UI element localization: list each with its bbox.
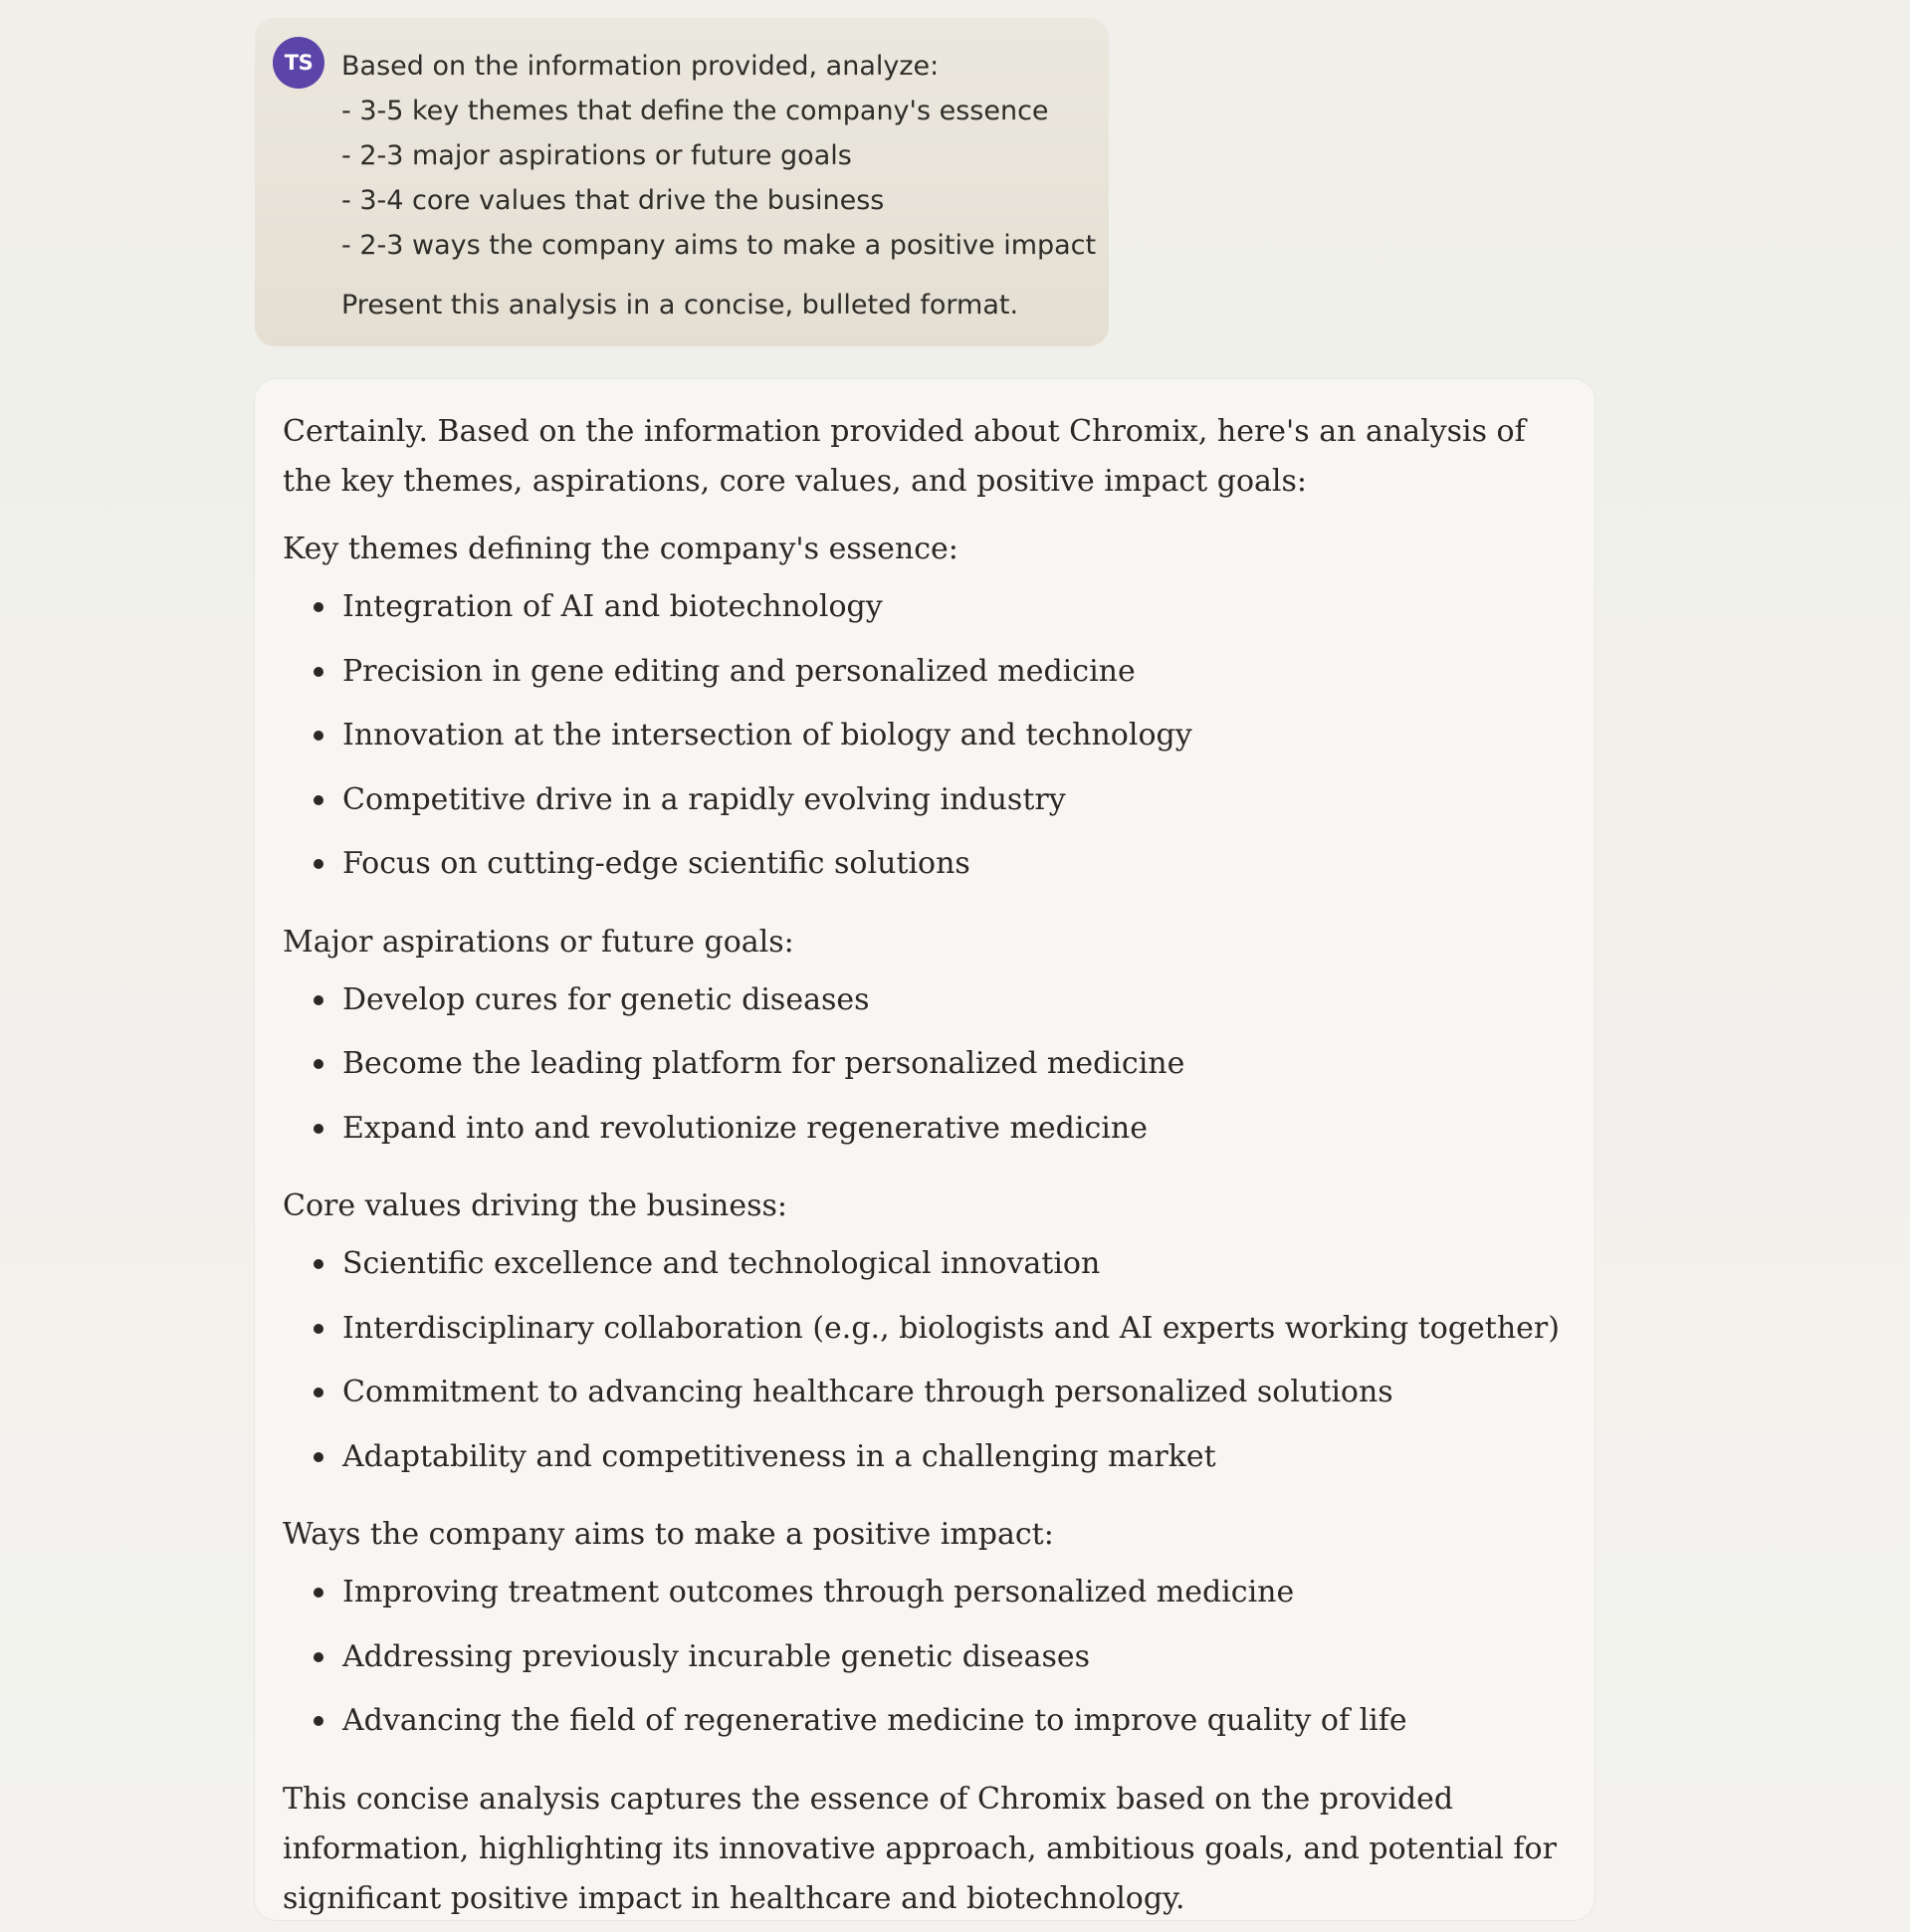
bullet-dot xyxy=(314,1716,323,1726)
list-item-text: Improving treatment outcomes through personalized medicine xyxy=(342,1575,1295,1610)
assistant-intro: Certainly. Based on the information provided about Chromix, here's an analysis of the key themes, aspirations, core values, and positive impact goals: xyxy=(283,414,1526,499)
list-item-text: Commitment to advancing healthcare through personalized solutions xyxy=(342,1375,1393,1409)
list-item-text: Innovation at the intersection of biology and technology xyxy=(342,718,1192,752)
list-item xyxy=(283,647,1567,712)
list-item xyxy=(283,839,1567,904)
list-item xyxy=(283,1104,1567,1169)
list-item-text: Adaptability and competitiveness in a challenging market xyxy=(342,1438,1216,1474)
list-item xyxy=(283,1039,1567,1104)
positive-impact-list xyxy=(283,1568,1567,1761)
user-message-closing: Present this analysis in a concise, bulleted format. xyxy=(341,290,1019,321)
list-item xyxy=(283,975,1567,1040)
user-message-bubble xyxy=(255,18,1109,346)
list-item-text: Integration of AI and biotechnology xyxy=(342,589,883,624)
list-item-text: Addressing previously incurable genetic diseases xyxy=(342,1638,1091,1674)
bullet-dot xyxy=(314,1324,323,1334)
list-item xyxy=(283,1432,1567,1497)
user-avatar: TS xyxy=(273,37,324,89)
list-item-text: Develop cures for genetic diseases xyxy=(342,981,870,1017)
bullet-dot xyxy=(314,1588,323,1598)
bullet-dot xyxy=(314,602,323,612)
section-heading-core-values: Core values driving the business: xyxy=(283,1188,787,1223)
list-item xyxy=(283,1632,1567,1697)
list-item-text: Focus on cutting-edge scientific solutions xyxy=(342,846,970,881)
bullet-dot xyxy=(314,1452,323,1462)
bullet-dot xyxy=(314,1388,323,1397)
user-message-line: - 3-5 key themes that define the company's essence xyxy=(341,96,1049,126)
aspirations-list xyxy=(283,975,1567,1169)
assistant-closing: This concise analysis captures the essence of Chromix based on the provided information, highlighting its innovative approach, ambitious goals, and potential for significant positive impact in healthcare and biotechnology. xyxy=(283,1781,1557,1916)
section-heading-key-themes: Key themes defining the company's essence: xyxy=(283,532,958,566)
bullet-dot xyxy=(314,795,323,805)
bullet-dot xyxy=(314,859,323,869)
list-item xyxy=(283,1568,1567,1632)
list-item-text: Competitive drive in a rapidly evolving industry xyxy=(342,781,1066,817)
user-message-line: - 2-3 major aspirations or future goals xyxy=(341,140,852,171)
bullet-dot xyxy=(314,731,323,741)
bullet-dot xyxy=(314,667,323,677)
list-item-text: Precision in gene editing and personalized medicine xyxy=(342,653,1136,689)
core-values-list xyxy=(283,1239,1567,1496)
bullet-dot xyxy=(314,1652,323,1662)
list-item xyxy=(283,1368,1567,1432)
bullet-dot xyxy=(314,1259,323,1269)
user-message-line: - 2-3 ways the company aims to make a positive impact xyxy=(341,230,1097,261)
list-item xyxy=(283,1304,1567,1369)
section-heading-positive-impact: Ways the company aims to make a positive impact: xyxy=(283,1517,1054,1552)
key-themes-list xyxy=(283,582,1567,904)
list-item-text: Interdisciplinary collaboration (e.g., biologists and AI experts working together) xyxy=(342,1310,1560,1346)
list-item-text: Scientific excellence and technological innovation xyxy=(342,1246,1101,1281)
list-item xyxy=(283,1696,1567,1761)
list-item-text: Advancing the field of regenerative medicine to improve quality of life xyxy=(342,1703,1407,1738)
user-message-line: Based on the information provided, analyze: xyxy=(341,51,940,82)
user-message-line: - 3-4 core values that drive the business xyxy=(341,185,885,216)
list-item xyxy=(283,711,1567,775)
list-item xyxy=(283,1239,1567,1304)
bullet-dot xyxy=(314,1124,323,1134)
assistant-message-card xyxy=(254,378,1595,1921)
list-item xyxy=(283,775,1567,840)
bullet-dot xyxy=(314,995,323,1005)
list-item-text: Become the leading platform for personalized medicine xyxy=(342,1046,1185,1081)
user-message-text xyxy=(341,44,1097,327)
section-heading-aspirations: Major aspirations or future goals: xyxy=(283,924,794,960)
list-item-text: Expand into and revolutionize regenerative medicine xyxy=(342,1110,1148,1146)
bullet-dot xyxy=(314,1059,323,1069)
list-item xyxy=(283,582,1567,647)
